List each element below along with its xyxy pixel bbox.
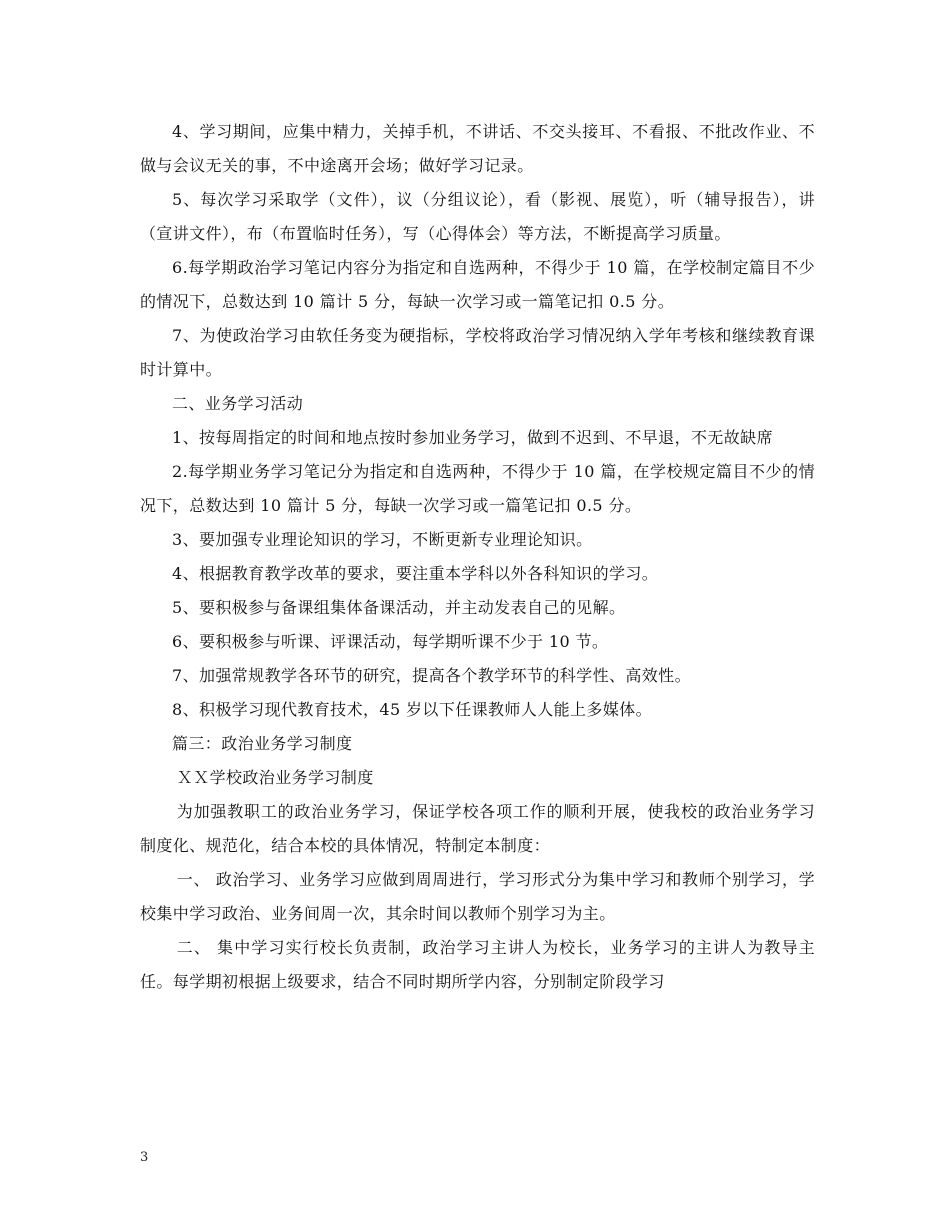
- paragraph-rule-2: 二、 集中学习实行校长负责制，政治学习主讲人为校长，业务学习的主讲人为教导主任。每学期初根据上级要求，结合不同时期所学内容，分别制定阶段学习: [140, 938, 815, 991]
- paragraph-rule-1: 一、 政治学习、业务学习应做到周周进行，学习形式分为集中学习和教师个别学习，学校集中学习政治、业务间周一次，其余时间以教师个别学习为主。: [140, 870, 815, 923]
- paragraph-pol-6: 6.每学期政治学习笔记内容分为指定和自选两种，不得少于 10 篇，在学校制定篇目不少的情况下，总数达到 10 篇计 5 分，每缺一次学习或一篇笔记扣 0.5 分。: [140, 258, 815, 311]
- document-body: [140, 115, 815, 999]
- paragraph-pol-5: 5、每次学习采取学（文件），议（分组议论），看（影视、展览），听（辅导报告），讲（宣讲文件），布（布置临时任务），写（心得体会）等方法，不断提高学习质量。: [140, 190, 815, 243]
- paragraph-pol-4: 4、学习期间，应集中精力，关掉手机，不讲话、不交头接耳、不看报、不批改作业、不做与会议无关的事，不中途离开会场；做好学习记录。: [140, 122, 815, 175]
- paragraph-biz-3: 3、要加强专业理论知识的学习，不断更新专业理论知识。: [172, 530, 593, 549]
- paragraph-biz-4: 4、根据教育教学改革的要求，要注重本学科以外各科知识的学习。: [172, 564, 659, 583]
- page-number: 3: [140, 1150, 149, 1165]
- paragraph-biz-5: 5、要积极参与备课组集体备课活动，并主动发表自己的见解。: [172, 598, 626, 617]
- paragraph-intro: 为加强教职工的政治业务学习，保证学校各项工作的顺利开展，使我校的政治业务学习制度化、规范化，结合本校的具体情况，特制定本制度：: [140, 802, 815, 855]
- paragraph-biz-2: 2.每学期业务学习笔记分为指定和自选两种，不得少于 10 篇，在学校规定篇目不少的情况下，总数达到 10 篇计 5 分，每缺一次学习或一篇笔记扣 0.5 分。: [140, 462, 815, 515]
- section-heading-part3: 篇三：政治业务学习制度: [172, 734, 353, 753]
- document-title: ＸＸ学校政治业务学习制度: [176, 768, 374, 787]
- paragraph-pol-7: 7、为使政治学习由软任务变为硬指标，学校将政治学习情况纳入学年考核和继续教育课时计算中。: [140, 326, 815, 379]
- paragraph-biz-6: 6、要积极参与听课、评课活动，每学期听课不少于 10 节。: [172, 632, 609, 651]
- section-heading-business: 二、业务学习活动: [172, 394, 304, 413]
- paragraph-biz-7: 7、加强常规教学各环节的研究，提高各个教学环节的科学性、高效性。: [172, 666, 691, 685]
- paragraph-biz-1: 1、按每周指定的时间和地点按时参加业务学习，做到不迟到、不早退，不无故缺席: [172, 428, 773, 447]
- paragraph-biz-8: 8、积极学习现代教育技术，45 岁以下任课教师人人能上多媒体。: [172, 700, 653, 719]
